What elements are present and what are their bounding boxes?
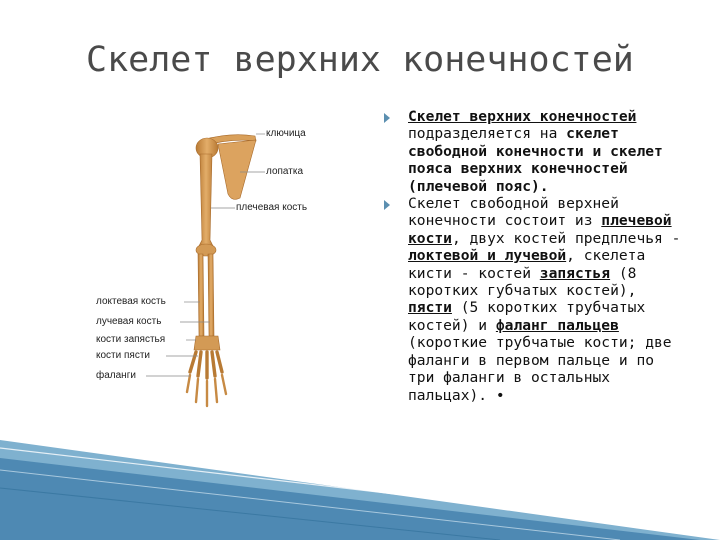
- bullet-2-text-6: (короткие трубчатые кости; две фаланги в первом пальце и по три фаланги в остальных пальцах).: [408, 334, 672, 404]
- bullet-2-text-1: Скелет свободной верхней конечности состоит из: [408, 195, 619, 230]
- bullet-2-text-4: (8 коротких губчатых костей),: [408, 264, 637, 300]
- bullet-2-text-3: , скелета кисти - костей: [408, 247, 646, 282]
- phalanx-bones: [187, 375, 226, 406]
- bullet-list: [384, 108, 684, 404]
- label-humerus: плечевая кость: [236, 202, 308, 213]
- bullet-2-text-5: (5 коротких трубчатых костей) и: [408, 299, 646, 334]
- ulna-bone: [198, 254, 204, 336]
- radius-bone: [208, 254, 214, 336]
- humerus-bone: [198, 154, 214, 248]
- label-carpals: кости запястья: [96, 334, 166, 345]
- bullet-2-text-2: , двух костей предплечья -: [451, 229, 681, 247]
- bullet-1-text: подразделяется на: [408, 125, 567, 143]
- bullet-2-term-forearm: локтевой и лучевой: [408, 247, 567, 265]
- scapula-bone: [218, 140, 256, 199]
- label-metacarpals: кости пясти: [96, 350, 150, 361]
- arm-skeleton-illustration: [90, 110, 320, 410]
- label-radius: лучевая кость: [96, 316, 162, 327]
- label-clavicle: ключица: [266, 128, 306, 139]
- label-scapula: лопатка: [266, 166, 304, 177]
- arm-skeleton-figure: [90, 110, 320, 410]
- bullet-item-1: [384, 108, 684, 195]
- bullet-2-term-humerus: плечевой кости: [408, 212, 672, 247]
- bullet-item-2: [384, 195, 684, 404]
- bullet-arrow-icon: [384, 200, 390, 210]
- bullet-2-term-carpus: запястья: [539, 264, 611, 282]
- label-ulna: локтевая кость: [96, 296, 166, 307]
- carpal-bones: [194, 336, 220, 350]
- bullet-1-term: Скелет верхних конечностей: [408, 108, 637, 125]
- label-phalanges: фаланги: [96, 370, 136, 381]
- slide-title: Скелет верхних конечностей: [86, 40, 634, 80]
- bullet-2-dot: •: [495, 386, 505, 404]
- bullet-2-term-phalanges: фаланг пальцев: [495, 316, 619, 334]
- bottom-wave-decoration: [0, 440, 720, 540]
- bullet-1-bold-text: скелет свободной конечности и скелет пояса верхних конечностей (плечевой пояс).: [408, 125, 663, 195]
- bullet-arrow-icon: [384, 113, 390, 123]
- bullet-2-term-metacarpus: пясти: [408, 299, 452, 317]
